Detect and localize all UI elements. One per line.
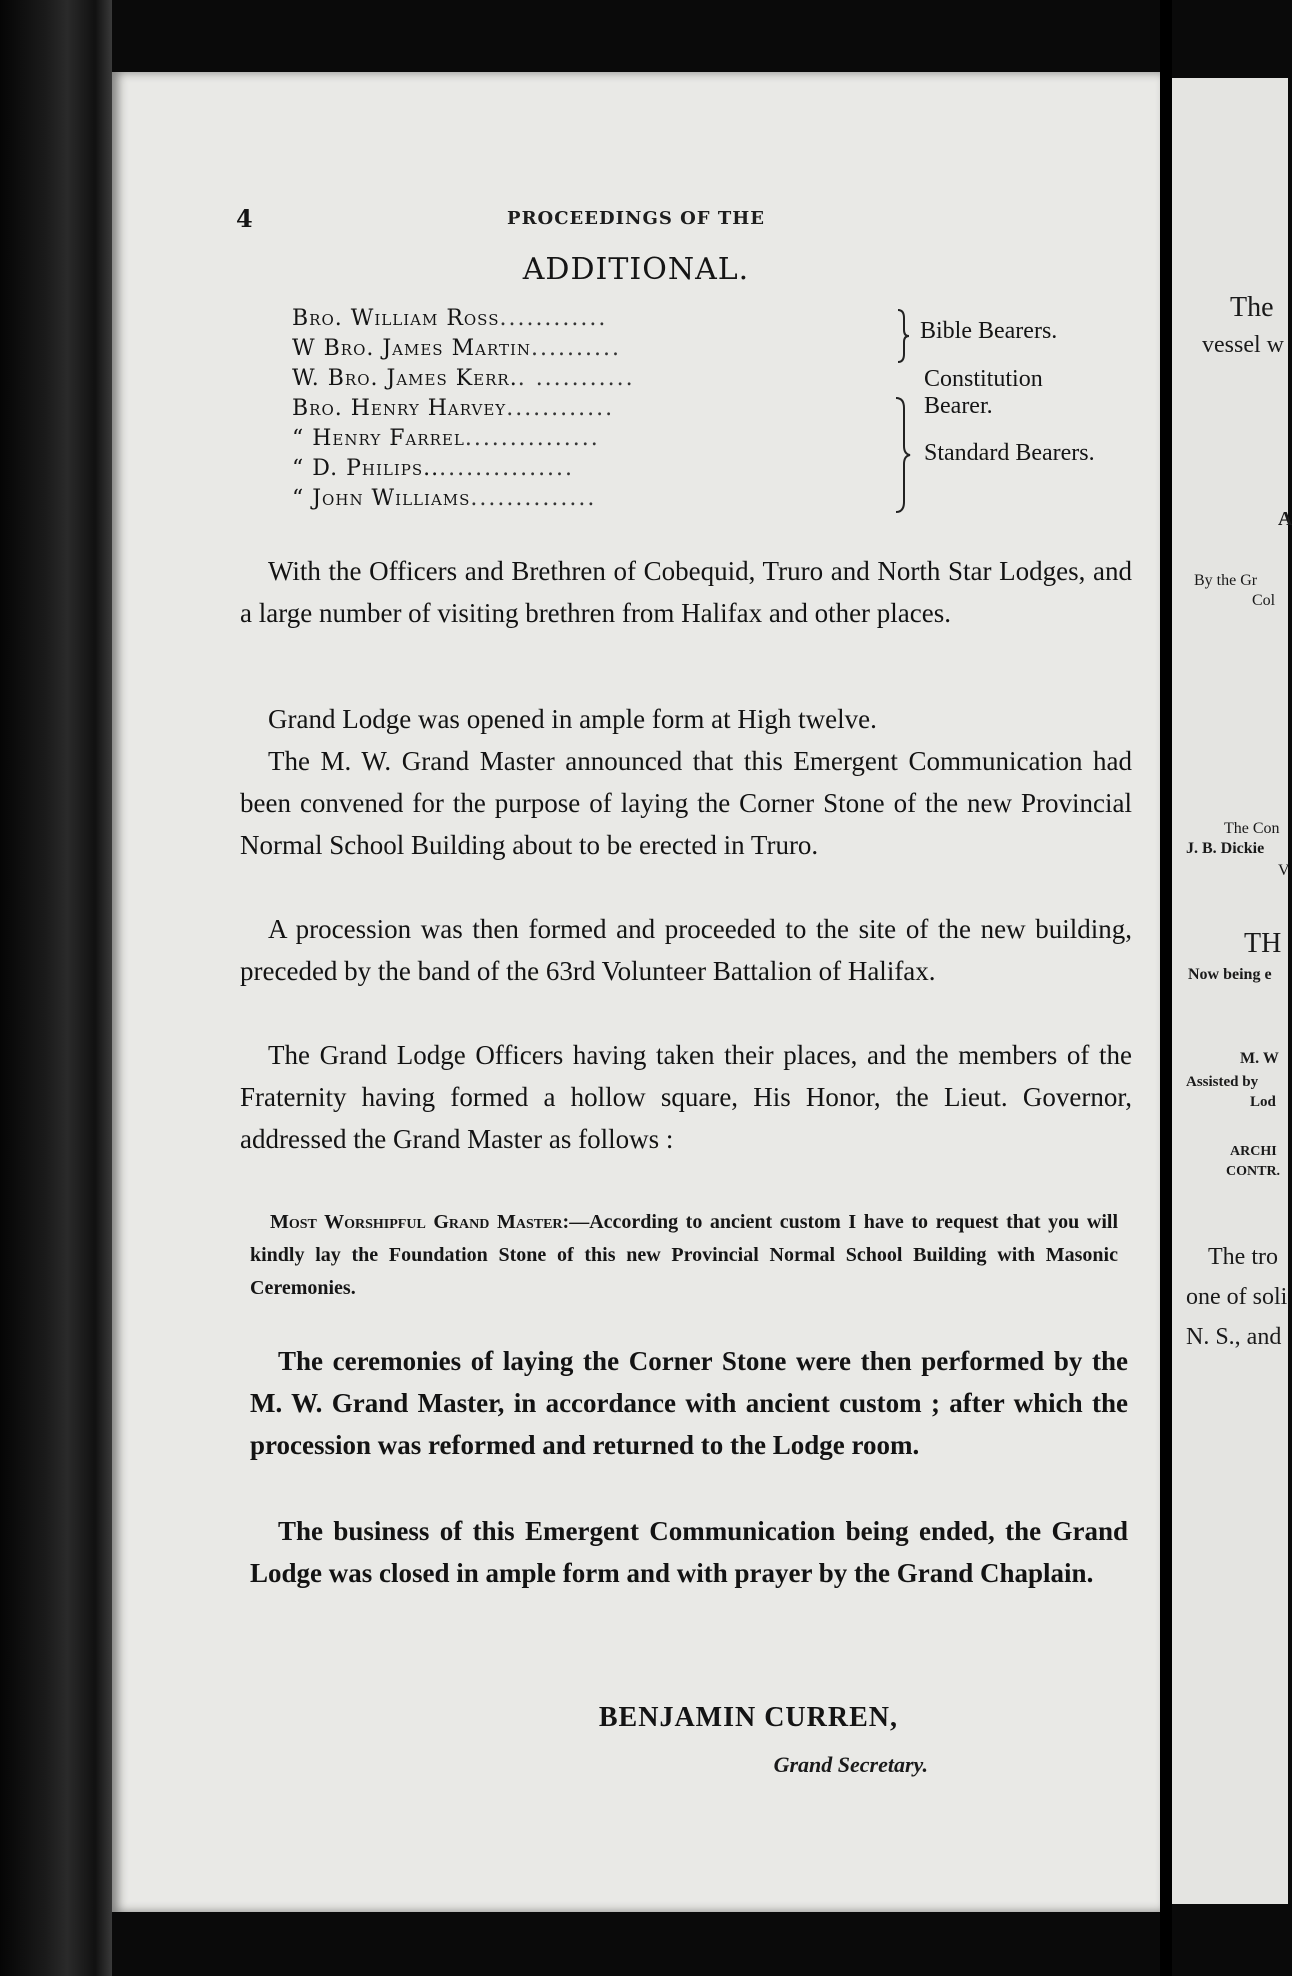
fragment-text: Now being e: [1188, 966, 1272, 983]
fragment-text: one of soli: [1186, 1284, 1288, 1310]
fragment-text: TH: [1244, 928, 1282, 959]
bible-bearers-label: Bible Bearers.: [920, 318, 1058, 344]
roster-name: “ John Williams: [292, 486, 471, 511]
book-binding: [0, 0, 112, 1976]
quote-body: :—According to ancient custom I have to request that you will kindly lay the Foundation Stone of this new Provincial Normal School Building with Masonic Ceremonies.: [250, 1211, 1118, 1299]
leader-dots: ...............: [439, 456, 575, 481]
fragment-text: M. W: [1240, 1050, 1279, 1067]
brace-icon: [894, 396, 912, 514]
section-title: ADDITIONAL.: [522, 252, 750, 287]
leader-dots: ...............: [464, 426, 600, 451]
constitution-bearer-label: Constitution Bearer.: [924, 366, 1043, 419]
running-head: PROCEEDINGS OF THE: [507, 208, 765, 229]
fragment-text: Assisted by: [1186, 1074, 1259, 1090]
leader-dots: ............: [499, 306, 608, 331]
adjacent-page-fragment: [1172, 78, 1292, 1904]
fragment-text: vessel w: [1202, 332, 1284, 358]
brace-icon: [894, 308, 910, 364]
page-gutter: [1160, 0, 1172, 1976]
fragment-text: The tro: [1208, 1244, 1278, 1270]
fragment-text: By the Gr: [1194, 572, 1258, 589]
roster-name: W. Bro. James Kerr.: [292, 366, 518, 391]
book-page: [112, 72, 1160, 1912]
fragment-text: ARCHI: [1230, 1144, 1277, 1159]
page-number: 4: [236, 204, 253, 233]
roster-name: W Bro. James Martin: [292, 336, 532, 361]
paragraph: Grand Lodge was opened in ample form at High twelve.: [268, 704, 877, 734]
fragment-text: Col: [1252, 592, 1276, 609]
bearers-roster: [292, 304, 1112, 514]
signature-title: Grand Secretary.: [773, 1752, 928, 1777]
roster-name: Bro. Henry Harvey: [292, 396, 507, 421]
fragment-text: J. B. Dickie: [1186, 840, 1265, 857]
fragment-text: N. S., and: [1186, 1324, 1282, 1350]
fragment-text: Lod: [1250, 1094, 1276, 1110]
fragment-text: The Con: [1224, 820, 1280, 837]
roster-name: Bro. William Ross: [292, 306, 500, 331]
roster-name: “ D. Philips..: [292, 456, 440, 481]
leader-dots: ..........: [531, 336, 621, 361]
leader-dots: ..............: [470, 486, 597, 511]
leader-dots: . ...........: [517, 366, 635, 391]
quote-lead: Most Worshipful Grand Master: [270, 1211, 563, 1233]
signature-name: BENJAMIN CURREN,: [598, 1702, 898, 1733]
standard-bearers-label: Standard Bearers.: [924, 440, 1095, 466]
fragment-text: A: [1278, 508, 1292, 530]
paragraph: The ceremonies of laying the Corner Stone were then performed by the M. W. Grand Master, in accordance with ancient custom ; after which the procession was reformed and returned to the Lodge room.: [250, 1346, 1128, 1460]
roster-row: [292, 484, 1112, 514]
paragraph: With the Officers and Brethren of Cobequid, Truro and North Star Lodges, and a large number of visiting brethren from Halifax and other places.: [240, 556, 1132, 628]
paragraph: The business of this Emergent Communication being ended, the Grand Lodge was closed in ample form and with prayer by the Grand Chaplain.: [250, 1516, 1128, 1588]
roster-name: “ Henry Farrel: [292, 426, 465, 451]
fragment-text: V: [1278, 862, 1290, 879]
address-quote: [250, 1206, 1118, 1305]
paragraph: The M. W. Grand Master announced that this Emergent Communication had been convened for the purpose of laying the Corner Stone of the new Provincial Normal School Building about to be erected in Truro.: [240, 746, 1132, 860]
fragment-text: CONTR.: [1226, 1164, 1281, 1179]
paragraph: A procession was then formed and proceeded to the site of the new building, preceded by the band of the 63rd Volunteer Battalion of Halifax.: [240, 914, 1132, 986]
paragraph: The Grand Lodge Officers having taken their places, and the members of the Fraternity having formed a hollow square, His Honor, the Lieut. Governor, addressed the Grand Master as follows :: [240, 1040, 1132, 1154]
fragment-text: The: [1230, 292, 1274, 323]
leader-dots: ............: [506, 396, 615, 421]
